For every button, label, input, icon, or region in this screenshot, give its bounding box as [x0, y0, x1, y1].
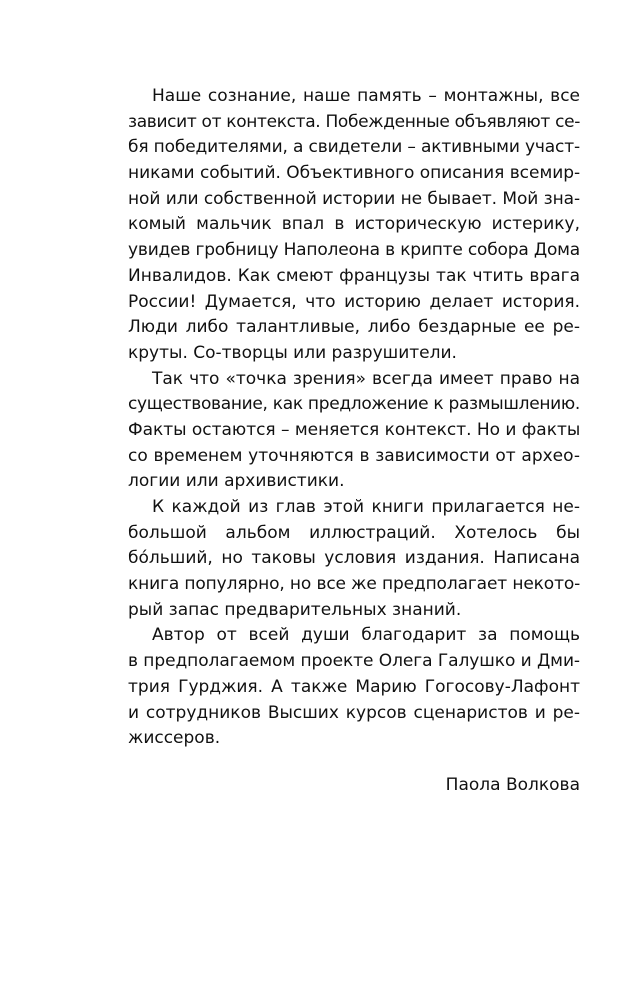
text-line: Инвалидов. Как смеют французы так чтить врага	[128, 265, 580, 286]
text-line: бо́льший, но таковы условия издания. Написана	[128, 548, 580, 569]
text-line: большой альбом иллюстраций. Хотелось бы	[128, 522, 580, 543]
text-line: Автор от всей души благодарит за помощь	[152, 625, 580, 646]
text-line: рый запас предварительных знаний.	[128, 599, 462, 620]
text-line: круты. Со-творцы или разрушители.	[128, 342, 457, 363]
paragraph	[128, 623, 580, 751]
text-line: трия Гурджия. А также Марию Гогосову-Лафонт	[128, 676, 580, 697]
text-line: бя победителями, а свидетели – активными участ-	[128, 137, 580, 158]
text-line: книга популярно, но все же предполагает некото-	[128, 574, 581, 595]
text-line: со временем уточняются в зависимости от археo-	[128, 445, 580, 466]
text-line: К каждой из глав этой книги прилагается не-	[152, 497, 580, 517]
paragraph	[128, 495, 580, 623]
text-line: комый мальчик впал в историческую истерику,	[128, 214, 580, 235]
text-line: существование, как предложение к размышлению.	[128, 394, 580, 415]
text-line: России! Думается, что историю делает история.	[128, 291, 580, 312]
text-line: жиссеров.	[128, 728, 221, 749]
paragraph	[128, 367, 580, 495]
text-line: увидев гробницу Наполеона в крипте собора Дома	[128, 240, 580, 261]
text-line: Наше сознание, наше память – монтажны, все	[152, 86, 580, 106]
text-line: и сотрудников Высших курсов сценаристов и ре-	[128, 702, 580, 723]
author-signature: Паола Волкова	[445, 775, 580, 795]
text-line: никами событий. Объективного описания всемир-	[128, 163, 581, 184]
text-line: зависит от контекста. Побежденные объявляют се-	[128, 111, 580, 132]
paragraph	[128, 84, 580, 367]
text-line: в предполагаемом проекте Олега Галушко и Дми-	[128, 651, 580, 672]
body-text	[128, 84, 580, 752]
text-line: логии или архивистики.	[128, 471, 345, 492]
text-line: Факты остаются – меняется контекст. Но и факты	[128, 419, 581, 440]
text-line: Так что «точка зрения» всегда имеет право на	[152, 368, 580, 389]
text-line: ной или собственной истории не бывает. Мой зна-	[128, 188, 581, 209]
text-line: Люди либо талантливые, либо бездарные ее ре-	[128, 317, 580, 338]
